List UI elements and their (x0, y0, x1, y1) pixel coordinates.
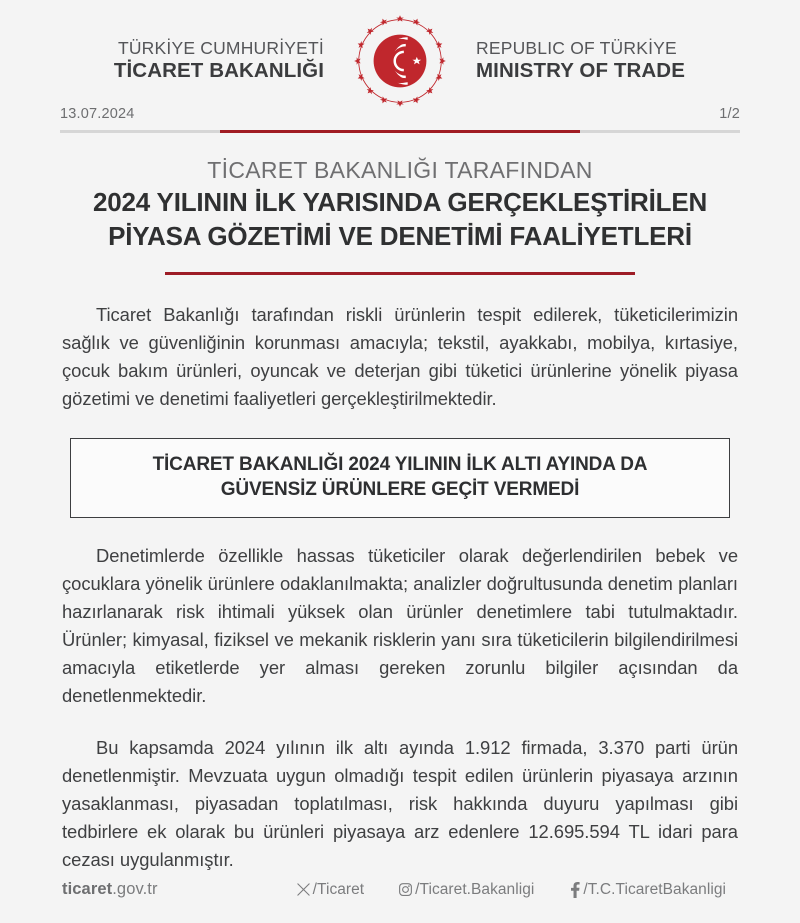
title-main-line2: PİYASA GÖZETİMİ VE DENETİMİ FAALİYETLERİ (108, 220, 692, 251)
x-twitter-icon (296, 882, 311, 897)
title-main-line1: 2024 YILININ İLK YARISINDA GERÇEKLEŞTİRİLEN (92, 186, 708, 217)
instagram-icon (398, 882, 413, 897)
callout-line-2: GÜVENSİZ ÜRÜNLERE GEÇİT VERMEDİ (220, 478, 580, 500)
website-url-rest: .gov.tr (112, 880, 158, 899)
brand-turkish-line1: TÜRKİYE CUMHURİYETİ (117, 38, 324, 59)
meta-row (60, 106, 740, 130)
social-link-x[interactable] (296, 881, 365, 899)
social-handle-instagram: /Ticaret.Bakanligi (415, 880, 535, 898)
article-body (0, 275, 800, 874)
website-url-bold: ticaret (62, 880, 113, 899)
social-handle-facebook: /T.C.TicaretBakanligi (583, 880, 726, 898)
social-handle-x: /Ticaret (312, 880, 365, 898)
turkish-ministry-emblem-icon (352, 13, 448, 109)
body-paragraph-1: Ticaret Bakanlığı tarafından riskli ürünlerin tespit edilerek, tüketicilerimizin sağlık ve güvenliğinin korunması amacıyla; tekstil, ayakkabı, mobilya, kırtasiye, çocuk bakım ürünleri, oyuncak ve deterjan gibi tüketici ürünlerine yönelik piyasa gözetimi ve denetimi faaliyetleri gerçekleştirilmektedir. (62, 304, 738, 410)
facebook-icon (568, 882, 581, 898)
brand-turkish-line2: TİCARET BAKANLIĞI (113, 58, 324, 82)
masthead (0, 0, 800, 100)
page-title (0, 134, 800, 276)
brand-english-line1: REPUBLIC OF TÜRKİYE (476, 38, 677, 59)
brand-turkish (84, 39, 324, 83)
page-indicator: 1/2 (719, 106, 740, 122)
social-link-facebook[interactable] (568, 881, 726, 899)
website-url[interactable] (62, 880, 158, 899)
publication-date: 13.07.2024 (60, 106, 135, 122)
highlight-callout (70, 438, 730, 518)
social-link-instagram[interactable] (398, 881, 534, 899)
callout-line-1: TİCARET BAKANLIĞI 2024 YILININ İLK ALTI AYINDA DA (152, 454, 648, 476)
header-divider (60, 130, 740, 133)
social-links (296, 881, 738, 899)
brand-english (476, 39, 716, 83)
header-divider-accent (220, 130, 580, 133)
title-kicker: TİCARET BAKANLIĞI TARAFINDAN (207, 156, 593, 183)
body-paragraph-2: Denetimlerde özellikle hassas tüketiciler olarak değerlendirilen bebek ve çocuklara yönelik ürünlere odaklanılmakta; analizler doğrultusunda denetim planları hazırlanarak risk ihtimali yüksek olan ürünler denetimlere tabi tutulmaktadır. Ürünler; kimyasal, fiziksel ve mekanik risklerin yanı sıra tüketicilerin bilgilendirilmesi amacıyla etiketlerde yer alması gereken zorunlu bilgiler açısından da denetlenmektedir. (62, 545, 738, 707)
brand-english-line2: MINISTRY OF TRADE (476, 58, 685, 82)
footer (62, 874, 738, 923)
body-paragraph-3: Bu kapsamda 2024 yılının ilk altı ayında 1.912 firmada, 3.370 parti ürün denetlenmiştir. Mevzuata uygun olmadığı tespit edilen ürünlerin piyasaya arzının yasaklanması, piyasadan toplatılması, risk hakkında duyuru yapılması gibi tedbirlere ek olarak bu ürünleri piyasaya arz edenlere 12.695.594 TL idari para cezası uygulanmıştır. (62, 737, 738, 871)
